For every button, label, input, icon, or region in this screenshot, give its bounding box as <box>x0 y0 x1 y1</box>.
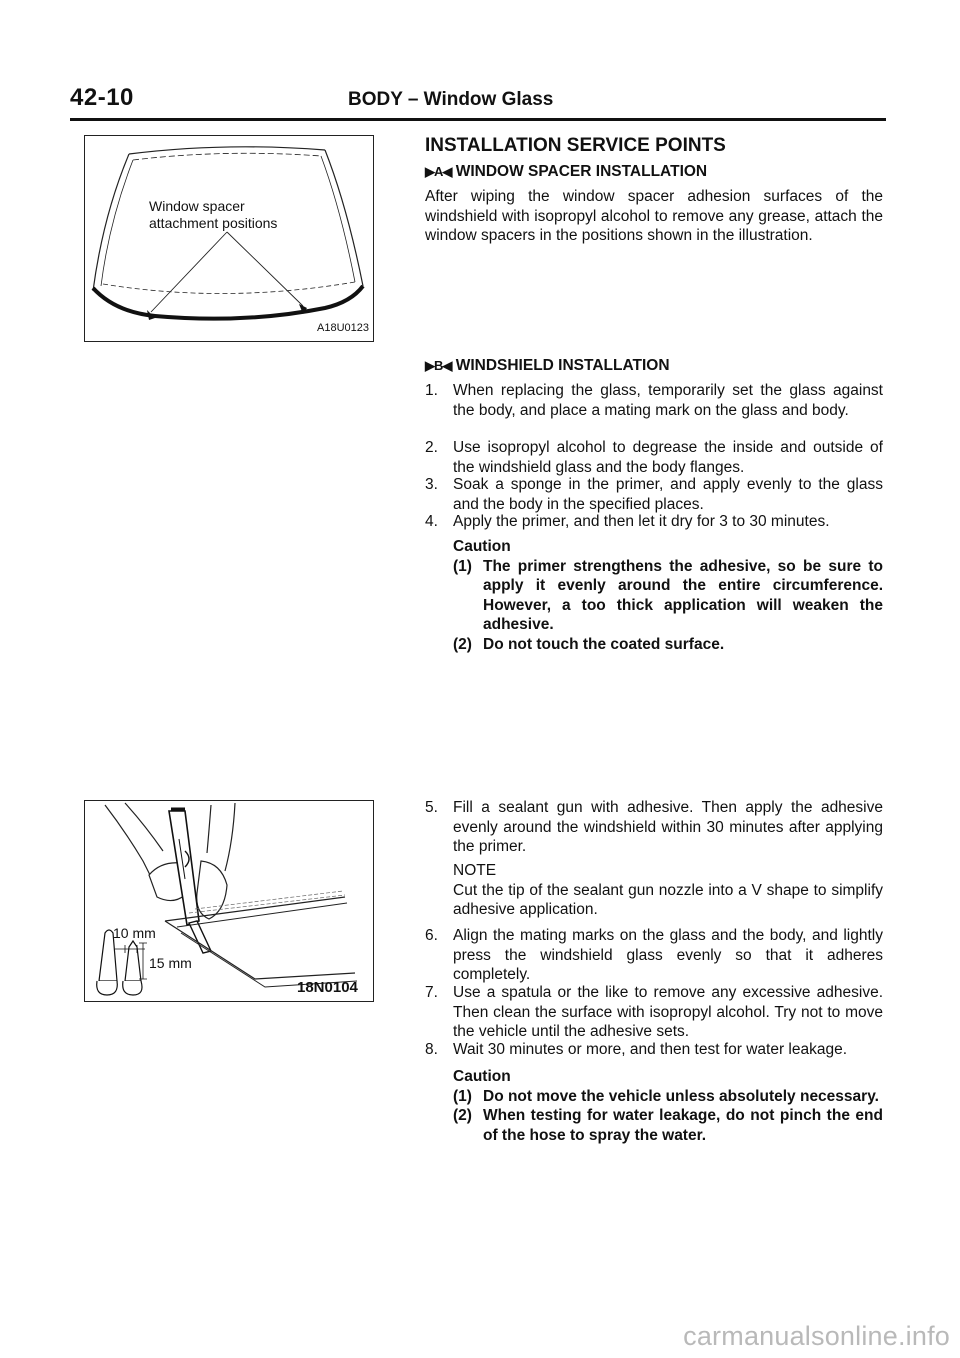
caution-title: Caution <box>453 538 511 555</box>
figure-code: A18U0123 <box>317 322 369 334</box>
spacer-heading <box>425 163 707 181</box>
step-number: 3. <box>425 476 438 493</box>
step-text: Use a spatula or the like to remove any excessive adhesive. Then clean the surface with isopropyl alcohol. Try not to move the vehicle until the adhesive sets. <box>453 984 883 1040</box>
step-number: 5. <box>425 799 438 816</box>
windshield-diagram <box>85 136 373 341</box>
sealant-gun-diagram <box>85 801 373 1001</box>
marker-a: ▶A◀ <box>425 164 452 179</box>
caution-number: (1) <box>453 557 472 575</box>
step-text: Use isopropyl alcohol to degrease the inside and outside of the windshield glass and the body flanges. <box>453 439 883 476</box>
note-title: NOTE <box>453 862 497 879</box>
caution-title: Caution <box>453 1068 511 1085</box>
step-text: Apply the primer, and then let it dry for 3 to 30 minutes. <box>453 513 830 530</box>
windshield-heading-text: WINDSHIELD INSTALLATION <box>455 357 670 374</box>
step-text: Fill a sealant gun with adhesive. Then apply the adhesive evenly around the windshield within 30 minutes after applying the primer. <box>453 799 883 855</box>
caution-number: (1) <box>453 1087 472 1105</box>
note-text: Cut the tip of the sealant gun nozzle into a V shape to simplify adhesive application. <box>453 881 883 918</box>
step-8 <box>425 1040 883 1060</box>
dimension-10mm: 10 mm <box>113 925 156 941</box>
caution-item <box>453 557 883 635</box>
step-text: Align the mating marks on the glass and the body, and lightly press the windshield glass evenly so that it adheres completely. <box>453 927 883 983</box>
caution-number: (2) <box>453 635 472 653</box>
sealant-gun-figure <box>84 800 374 1002</box>
spacer-heading-text: WINDOW SPACER INSTALLATION <box>455 163 708 180</box>
step-text: When replacing the glass, temporarily set the glass against the body, and place a mating mark on the glass and body. <box>453 382 883 419</box>
step-6 <box>425 926 883 985</box>
step-number: 2. <box>425 439 438 456</box>
note-block <box>453 861 883 920</box>
step-text: Wait 30 minutes or more, and then test for water leakage. <box>453 1041 848 1058</box>
caution-item <box>453 1087 883 1107</box>
step-4 <box>425 512 883 532</box>
caution-text: When testing for water leakage, do not pinch the end of the hose to spray the water. <box>483 1107 883 1144</box>
caution-text: The primer strengthens the adhesive, so be sure to apply it evenly around the entire circumference. However, a too thick application will weaken the adhesive. <box>483 557 883 633</box>
step-7 <box>425 983 883 1042</box>
windshield-spacer-figure <box>84 135 374 342</box>
section-title: INSTALLATION SERVICE POINTS <box>425 135 726 156</box>
step-5 <box>425 798 883 857</box>
step-number: 4. <box>425 513 438 530</box>
step-number: 6. <box>425 927 438 944</box>
caution-text: Do not move the vehicle unless absolutely necessary. <box>483 1087 879 1105</box>
figure-label-line2: attachment positions <box>149 215 278 231</box>
spacer-paragraph: After wiping the window spacer adhesion surfaces of the windshield with isopropyl alcohol to remove any grease, attach the window spacers in the positions shown in the illustration. <box>425 188 883 244</box>
step-number: 1. <box>425 382 438 399</box>
header-rule <box>70 118 886 121</box>
caution-item <box>453 635 883 655</box>
page-title: BODY – Window Glass <box>348 89 554 110</box>
dimension-15mm: 15 mm <box>149 955 192 971</box>
caution-vehicle <box>453 1067 883 1145</box>
windshield-heading <box>425 357 670 375</box>
caution-text: Do not touch the coated surface. <box>483 635 725 653</box>
caution-primer <box>453 537 883 654</box>
marker-b: ▶B◀ <box>425 358 452 373</box>
page-number: 42-10 <box>70 84 134 111</box>
caution-item <box>453 1106 883 1145</box>
step-3 <box>425 475 883 514</box>
caution-number: (2) <box>453 1107 472 1124</box>
step-number: 8. <box>425 1041 438 1058</box>
figure-code: 18N0104 <box>297 979 358 996</box>
step-number: 7. <box>425 984 438 1001</box>
figure-label-line1: Window spacer <box>149 198 245 214</box>
watermark: carmanualsonline.info <box>683 1321 950 1351</box>
step-1 <box>425 381 883 420</box>
step-2 <box>425 438 883 477</box>
step-text: Soak a sponge in the primer, and apply evenly to the glass and the body in the specified places. <box>453 476 883 513</box>
